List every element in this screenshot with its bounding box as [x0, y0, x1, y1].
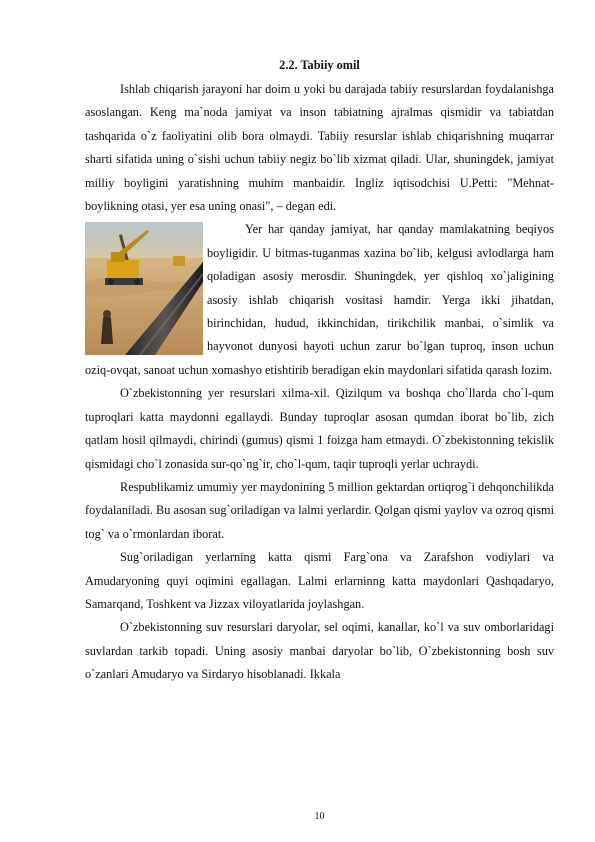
section-heading: 2.2. Tabiiy omil — [279, 58, 360, 72]
paragraph-4: Respublikamiz umumiy yer maydonining 5 million gektardan ortiqrog`i dehqonchilikda foydalaniladi. Bu asosan sug`oriladigan va lalmi yerlardir. Qolgan qismi yaylov va ozroq qismi tog` va o`rmonlardan iborat. — [85, 479, 554, 541]
paragraph-5: Sug`oriladigan yerlarning katta qismi Farg`ona va Zarafshon vodiylari va Amudaryoning quyi oqimini egallagan. Lalmi erlarninng katta maydonlari Qashqadaryo, Samarqand, Toshkent va Jizzax viloyatlarida joylashgan. — [85, 550, 554, 611]
pipeline-photo — [85, 222, 203, 355]
body-text — [85, 78, 554, 687]
pipeline-photo-drawing — [85, 222, 203, 355]
paragraph-3: O`zbekistonning yer resurslari xilma-xil. Qizilqum va boshqa cho`llarda cho`l-qum tuproqlari katta maydonni egallaydi. Bunday tuproqlar asosan qumdan iborat bo`lib, zich qatlam hosil qilmaydi, chirindi (gumus) qismi 1 foizga ham etmaydi. O`zbekistonning tekislik qismidagi cho`l zonasida sur-qo`ng`ir, cho`l-qum, taqir tuproqli yerlar uchraydi. — [85, 386, 554, 471]
page-number: 10 — [314, 811, 325, 822]
paragraph-1: Ishlab chiqarish jarayoni har doim u yoki bu darajada tabiiy resurslardan foydalanishga asoslangan. Keng ma`noda jamiyat va inson tabiatning ajralmas qismidir va tabiatdan tashqarida o`z faoliyatini olib bora olmaydi. Tabiiy resurslar ishlab chiqarishning muqarrar sharti sifatida uning o`sishi uchun tabiiy negiz bo`lib xizmat qiladi. Ular, shuningdek, jamiyat milliy boyligini yaratishning muhim manbaidir. Ingliz iqtisodchisi U.Petti: "Mehnat-boylikning otasi, yer esa uning onasi", – degan edi. — [85, 82, 554, 214]
paragraph-6: O`zbekistonning suv resurslari daryolar, sel oqimi, kanallar, ko`l va suv omborlaridagi suvlardan tarkib topadi. Uning asosiy manbai daryolar bo`lib, O`zbekistonning bosh suv o`zanlari Amudaryo va Sirdaryo hisoblanadi. Ikkala — [85, 620, 554, 682]
paragraph-2-text: Yer har qanday jamiyat, har qanday mamlakatning beqiyos boyligidir. U bitmas-tuganmas xazina bo`lib, kelgusi avlodlarga ham qoladigan asosiy merosdir. Shuningdek, yer qishloq xo`jaligining asosiy ishlab chiqarish vositasi hamdir. Yerga ikki jihatdan, birinchidan, hudud, ikkinchidan, tirikchilik manbai, o`simlik va hayvonot dunyosi hayoti uchun zarur bo`lgan tuproq, inson uchun oziq-ovqat, sanoat uchun xomashyo etishtirib beradigan ekin maydonlari sifatida qarash lozim. — [85, 222, 554, 377]
